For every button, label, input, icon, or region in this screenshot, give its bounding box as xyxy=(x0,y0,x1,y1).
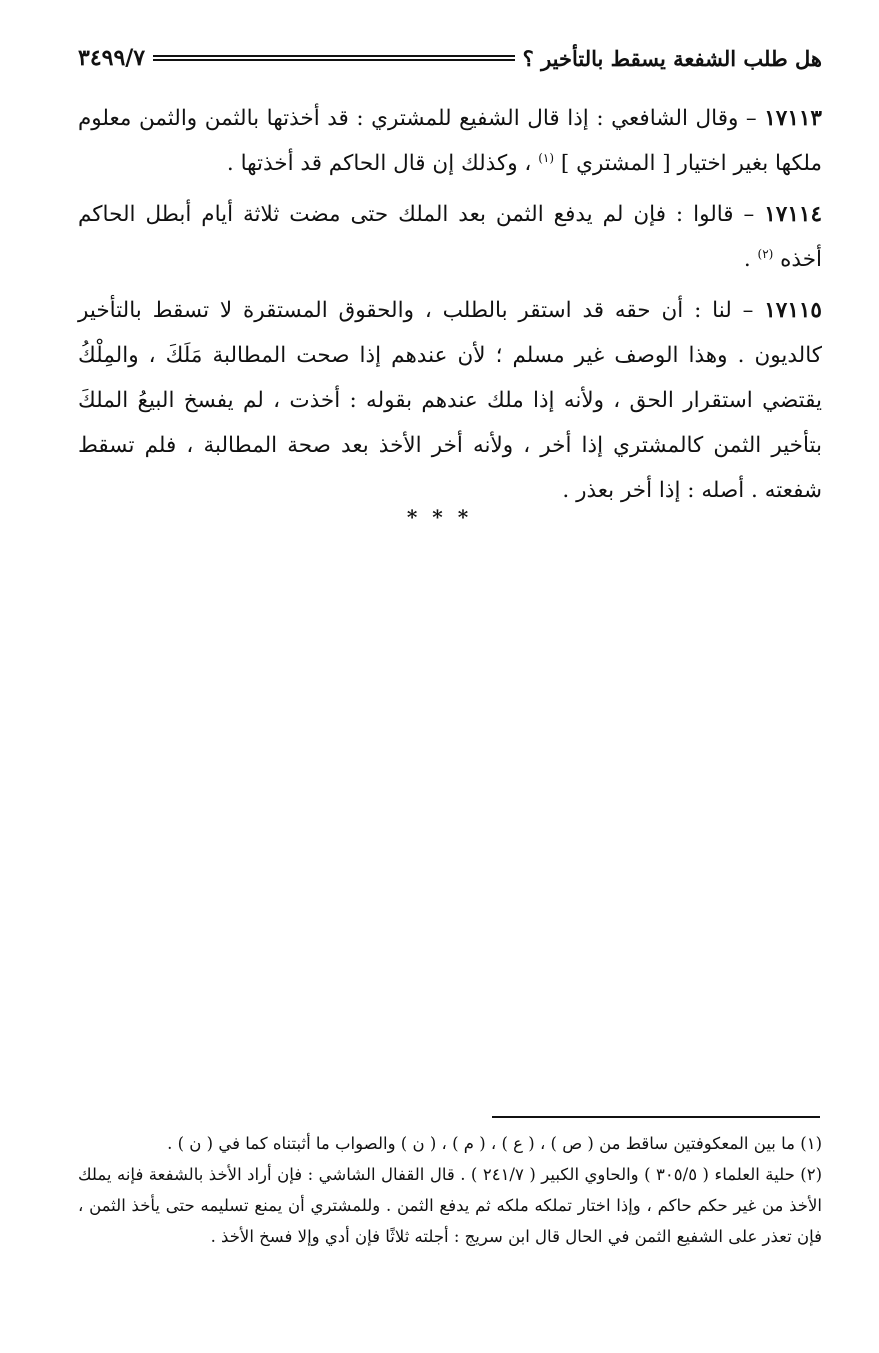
footnote-2: (٢) حلية العلماء ( ٣٠٥/٥ ) والحاوي الكبير ( ٢٤١/٧ ) . قال القفال الشاشي : فإن أراد الأخذ بالشفعة فإنه يملك الأخذ من غير حكم حاكم ، وإذا اختار تملكه ملكه ثم يدفع الثمن . وللمشتري أن يمنع تسليمه حتى يأخذ الثمن ، فإن تعذر على الشفيع الثمن في الحال قال ابن سريج : أجلته ثلاثًا فإن أدي وإلا فسخ الأخذ . xyxy=(78,1165,822,1246)
paragraph-text: وقال الشافعي : إذا قال الشفيع للمشتري : قد أخذتها بالثمن والثمن معلوم ملكها بغير اختيار [ المشتري ] xyxy=(78,106,822,176)
header-rule xyxy=(153,55,515,61)
paragraph-text-cont: ، وكذلك إن قال الحاكم قد أخذتها . xyxy=(226,151,532,176)
paragraph-number: ١٧١١٥ xyxy=(764,298,822,323)
section-separator: * * * xyxy=(406,505,473,529)
paragraph-dash: – xyxy=(745,106,757,131)
main-text xyxy=(78,96,822,519)
paragraph-text: قالوا : فإن لم يدفع الثمن بعد الملك حتى مضت ثلاثة أيام أبطل الحاكم أخذه xyxy=(78,202,822,272)
paragraph-dash: – xyxy=(743,202,755,227)
header-page-ref: ٣٤٩٩/٧ xyxy=(78,45,146,71)
footnote-ref: (١) xyxy=(538,150,555,165)
paragraph-17113 xyxy=(78,96,822,186)
paragraph-text-cont: . xyxy=(743,247,751,272)
footnote-ref: (٢) xyxy=(757,246,774,261)
paragraph-number: ١٧١١٣ xyxy=(764,106,822,131)
paragraph-text: لنا : أن حقه قد استقر بالطلب ، والحقوق المستقرة لا تسقط بالتأخير كالديون . وهذا الوصف غير مسلم ؛ لأن عندهم إذا صحت المطالبة مَلَكَ ، والمِلْكُ يقتضي استقرار الحق ، ولأنه إذا ملك عندهم بقوله : أخذت ، لم يفسخ البيعُ الملكَ بتأخير الثمن كالمشتري إذا أخر ، ولأنه أخر الأخذ بعد صحة المطالبة ، فلم تسقط شفعته . أصله : إذا أخر بعذر . xyxy=(78,298,822,503)
footnotes xyxy=(78,1128,822,1252)
paragraph-17115 xyxy=(78,288,822,513)
paragraph-number: ١٧١١٤ xyxy=(764,202,822,227)
running-header xyxy=(78,38,822,78)
footnote-1: (١) ما بين المعكوفتين ساقط من ( ص ) ، ( ع ) ، ( م ) ، ( ن ) والصواب ما أثبتناه كما في ( ن ) . xyxy=(167,1134,822,1153)
footnote-rule xyxy=(492,1116,820,1118)
paragraph-17114 xyxy=(78,192,822,282)
header-title: هل طلب الشفعة يسقط بالتأخير ؟ xyxy=(522,45,822,71)
paragraph-dash: – xyxy=(742,298,754,323)
